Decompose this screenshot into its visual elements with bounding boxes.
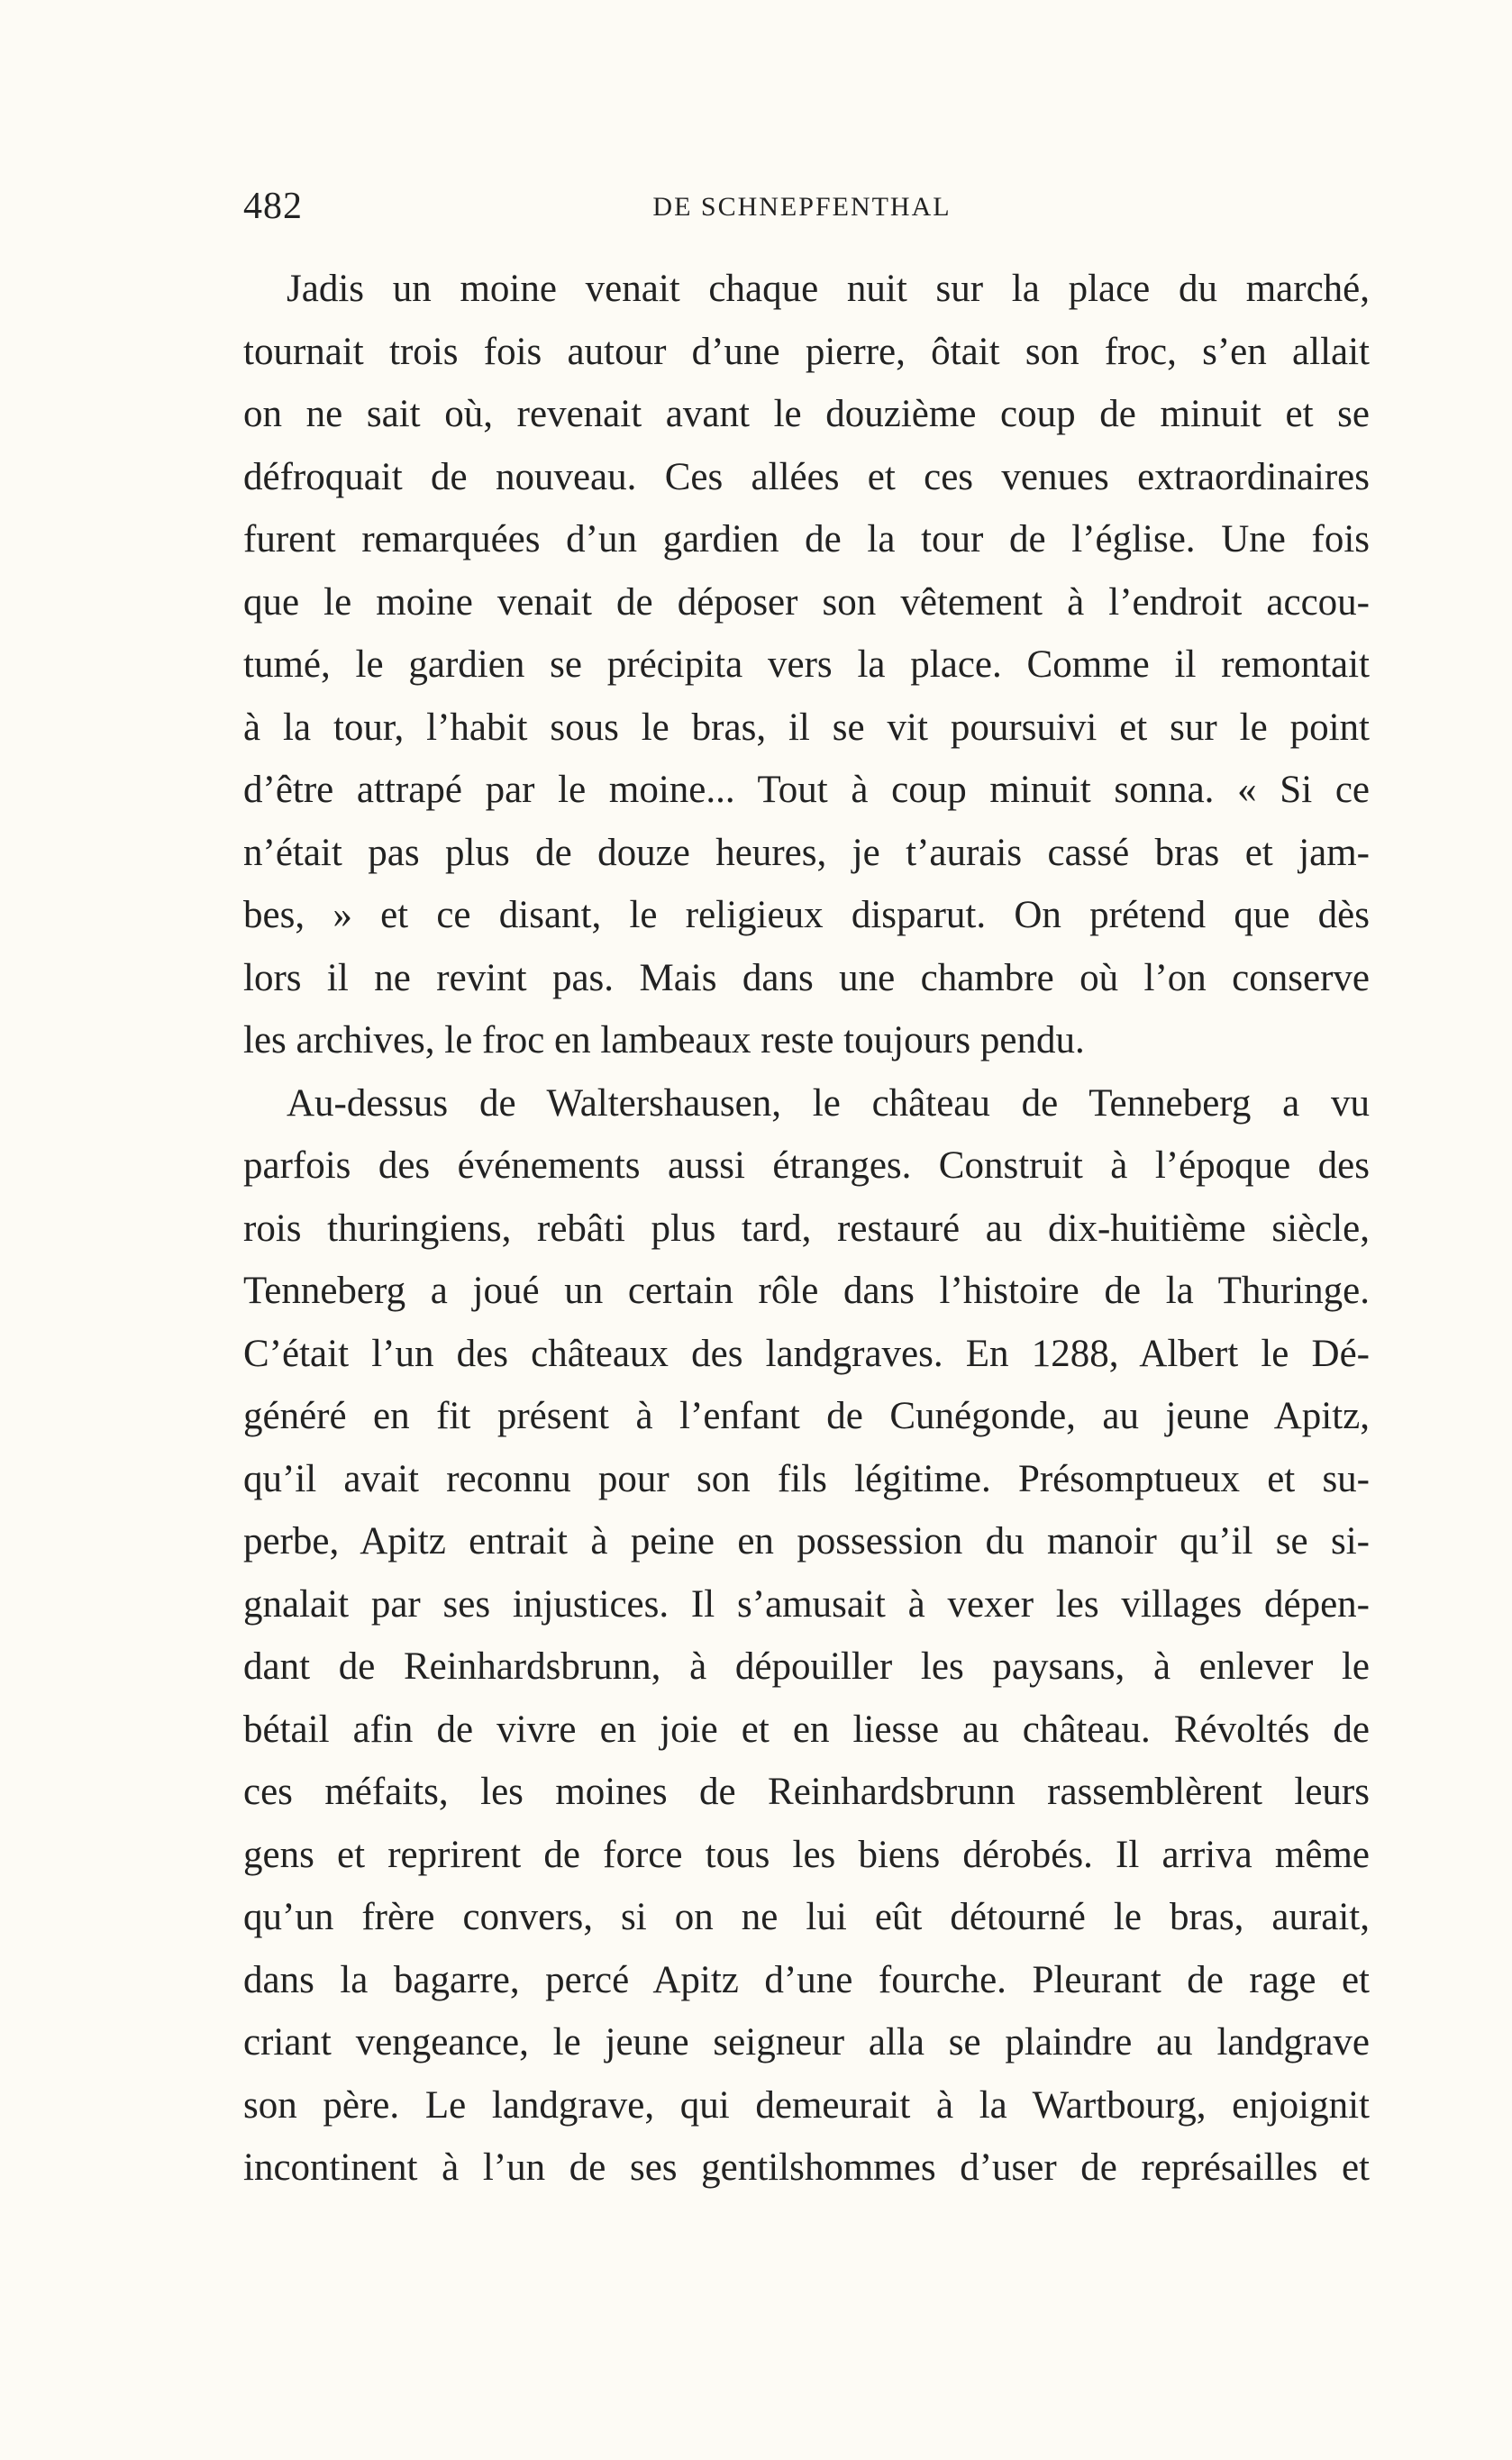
text-line: défroquait de nouveau. Ces allées et ces venues extraordinaires [243,455,1370,498]
text-line: qu’il avait reconnu pour son fils légitime. Présomptueux et su- [243,1457,1370,1500]
text-line: à la tour, l’habit sous le bras, il se vit poursuivi et sur le point [243,706,1370,749]
text-line: n’était pas plus de douze heures, je t’aurais cassé bras et jam- [243,831,1370,874]
text-line: parfois des événements aussi étranges. Construit à l’époque des [243,1144,1370,1187]
text-line: Tenneberg a joué un certain rôle dans l’histoire de la Thuringe. [243,1270,1370,1312]
text-line: dant de Reinhardsbrunn, à dépouiller les paysans, à enlever le [243,1645,1370,1688]
page-number: 482 [243,186,303,227]
body-text [243,258,1370,2200]
text-line: dans la bagarre, percé Apitz d’une fourche. Pleurant de rage et [243,1958,1370,2001]
text-line: son père. Le landgrave, qui demeurait à la Wartbourg, enjoignit [243,2083,1370,2127]
text-line: Jadis un moine venait chaque nuit sur la place du marché, [287,268,1370,310]
paragraph-1 [243,258,1370,1072]
text-line: gnalait par ses injustices. Il s’amusait à vexer les villages dépen- [243,1582,1370,1626]
text-line: d’être attrapé par le moine... Tout à coup minuit sonna. « Si ce [243,769,1370,811]
text-line: C’était l’un des châteaux des landgraves. En 1288, Albert le Dé- [243,1332,1370,1375]
page-header [243,184,1361,229]
text-line: furent remarquées d’un gardien de la tour de l’église. Une fois [243,518,1370,560]
text-line: tumé, le gardien se précipita vers la place. Comme il remontait [243,643,1370,686]
running-title: DE SCHNEPFENTHAL [652,192,952,222]
text-line: tournait trois fois autour d’une pierre, ôtait son froc, s’en allait [243,330,1370,373]
text-line: bétail afin de vivre en joie et en liesse au château. Révoltés de [243,1708,1370,1751]
text-line: criant vengeance, le jeune seigneur alla se plaindre au landgrave [243,2021,1370,2064]
text-line: lors il ne revint pas. Mais dans une chambre où l’on conserve [243,956,1370,999]
paragraph-2 [243,1072,1370,2200]
text-line: incontinent à l’un de ses gentilshommes d’user de représailles et [243,2146,1370,2189]
text-line: rois thuringiens, rebâti plus tard, restauré au dix-huitième siècle, [243,1207,1370,1250]
text-line: qu’un frère convers, si on ne lui eût détourné le bras, aurait, [243,1896,1370,1938]
text-line: généré en fit présent à l’enfant de Cunégonde, au jeune Apitz, [243,1395,1370,1437]
text-line: bes, » et ce disant, le religieux disparut. On prétend que dès [243,894,1370,936]
text-line: ces méfaits, les moines de Reinhardsbrunn rassemblèrent leurs [243,1771,1370,1813]
text-line: que le moine venait de déposer son vêtement à l’endroit accou- [243,580,1370,624]
text-line: gens et reprirent de force tous les biens dérobés. Il arriva même [243,1833,1370,1876]
text-line: perbe, Apitz entrait à peine en possession du manoir qu’il se si- [243,1520,1370,1563]
text-line: Au-dessus de Waltershausen, le château de Tenneberg a vu [287,1081,1370,1125]
text-line: les archives, le froc en lambeaux reste toujours pendu. [243,1019,1085,1061]
text-line: on ne sait où, revenait avant le douzième coup de minuit et se [243,393,1370,435]
